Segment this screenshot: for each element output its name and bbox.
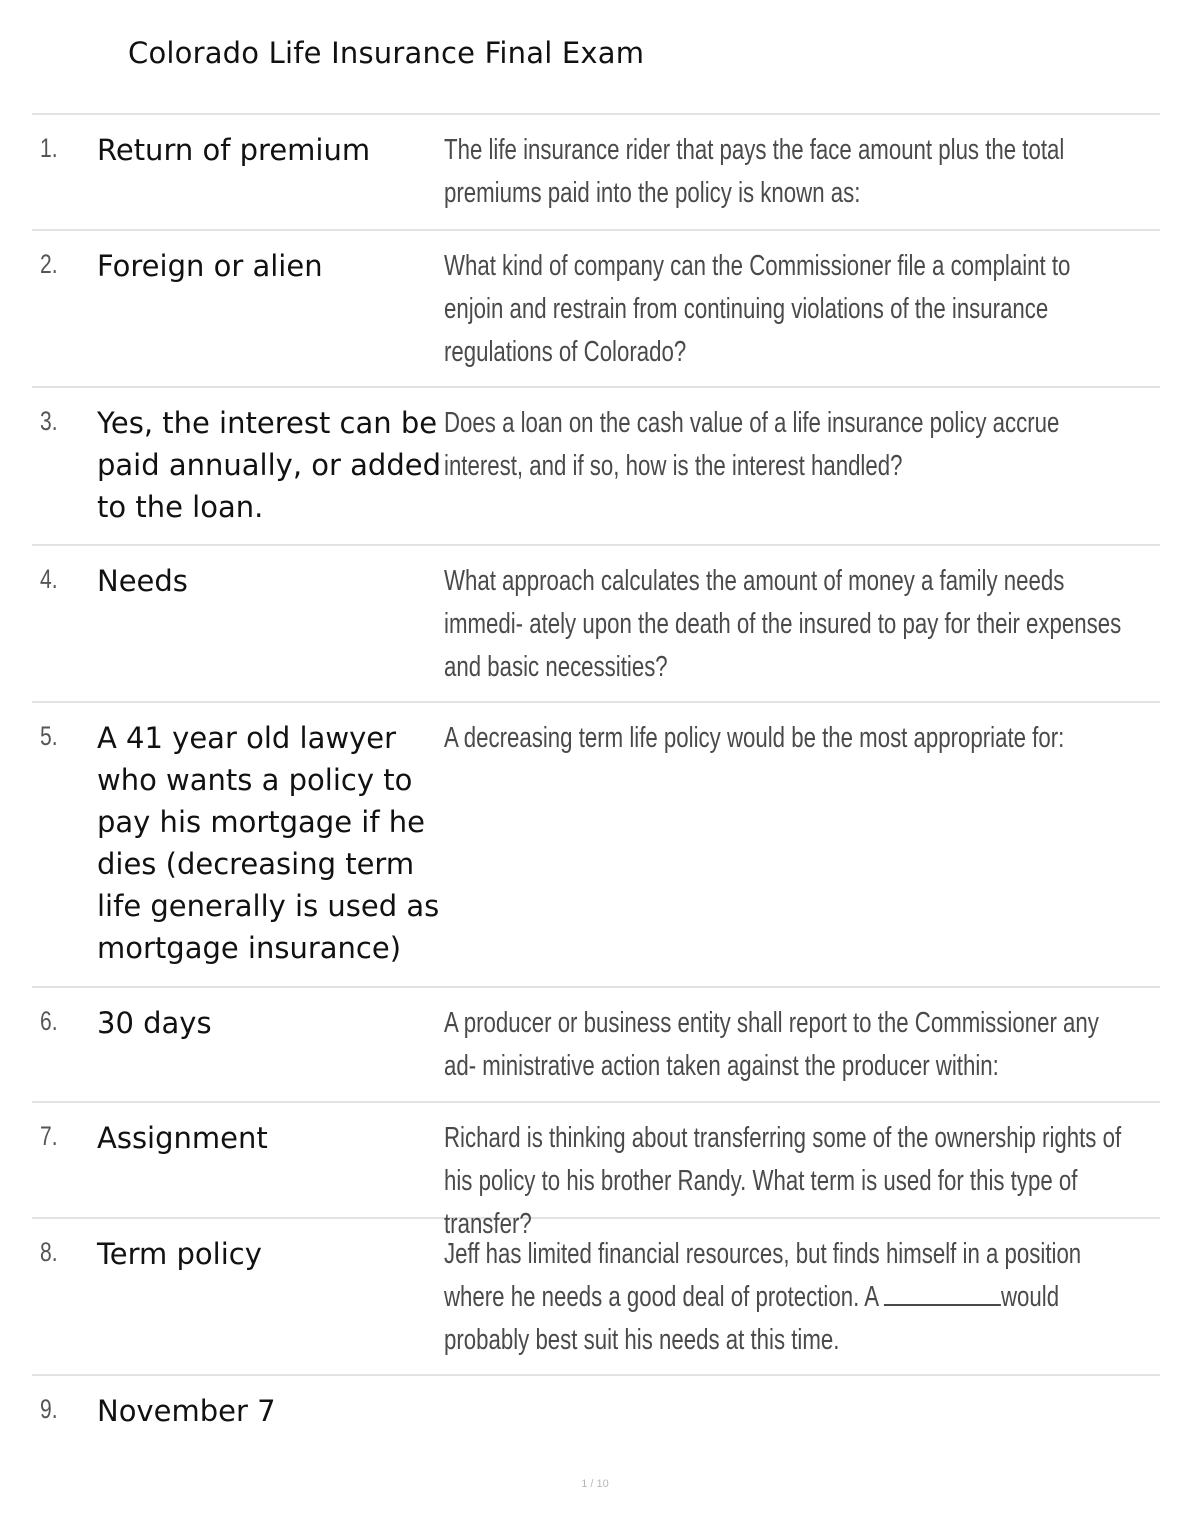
- card-number: 4.: [40, 564, 58, 594]
- card-definition: A decreasing term life policy would be the most appropriate for:: [444, 722, 1065, 754]
- card-term: Needs: [97, 564, 188, 598]
- flashcard-row-5: [32, 703, 1160, 988]
- card-term: 30 days: [97, 1006, 212, 1040]
- flashcard-list: [32, 113, 1160, 1446]
- definition-text-before-blank: Jeff has limited financial resources, but finds himself in a position where he needs a good deal of protection. A: [444, 1238, 1082, 1313]
- card-number: 1.: [40, 133, 58, 163]
- card-definition: The life insurance rider that pays the face amount plus the total premiums paid into the policy is known as:: [444, 134, 1065, 209]
- page-number: 1 / 10: [581, 1478, 609, 1490]
- card-number: 3.: [40, 406, 58, 436]
- card-term: Yes, the interest can be paid annually, or added to the loan.: [97, 406, 441, 524]
- card-number: 5.: [40, 721, 58, 751]
- definition-text-after-blank: would probably best suit his needs at this time.: [444, 1281, 1060, 1356]
- flashcard-row-8: [32, 1219, 1160, 1376]
- card-definition: A producer or business entity shall report to the Commissioner any ad- ministrative action taken against the producer within:: [444, 1007, 1099, 1082]
- card-number: 7.: [40, 1121, 58, 1151]
- card-definition: [444, 1233, 1130, 1362]
- card-term: Foreign or alien: [97, 249, 323, 283]
- fill-in-blank-line: [884, 1278, 1001, 1306]
- card-definition: Richard is thinking about transferring some of the ownership rights of his policy to his brother Randy. What term is used for this type of transfer?: [444, 1122, 1122, 1240]
- card-term: Return of premium: [97, 133, 371, 167]
- flashcard-row-7: [32, 1103, 1160, 1240]
- card-number: 2.: [40, 249, 58, 279]
- card-definition: What approach calculates the amount of money a family needs immedi- ately upon the death of the insured to pay for their expenses and basic necessities?: [444, 565, 1122, 683]
- flashcard-row-9: [32, 1376, 1160, 1446]
- flashcard-row-2: [32, 231, 1160, 388]
- card-number: 8.: [40, 1237, 58, 1267]
- card-definition: What kind of company can the Commissioner file a complaint to enjoin and restrain from continuing violations of the insurance regulations of Colorado?: [444, 250, 1071, 368]
- card-number: 6.: [40, 1006, 58, 1036]
- page-title: Colorado Life Insurance Final Exam: [128, 36, 645, 70]
- flashcard-row-1: [32, 115, 1160, 231]
- card-term: Assignment: [97, 1121, 268, 1155]
- card-number: 9.: [40, 1394, 58, 1424]
- card-term: November 7: [97, 1394, 276, 1428]
- card-term: A 41 year old lawyer who wants a policy to pay his mortgage if he dies (decreasing term life generally is used as mortgage insurance): [97, 721, 440, 965]
- card-definition: Does a loan on the cash value of a life insurance policy accrue interest, and if so, how is the interest handled?: [444, 407, 1060, 482]
- flashcard-row-4: [32, 546, 1160, 703]
- flashcard-row-6: [32, 988, 1160, 1103]
- card-term: Term policy: [97, 1237, 262, 1271]
- flashcard-row-3: [32, 388, 1160, 546]
